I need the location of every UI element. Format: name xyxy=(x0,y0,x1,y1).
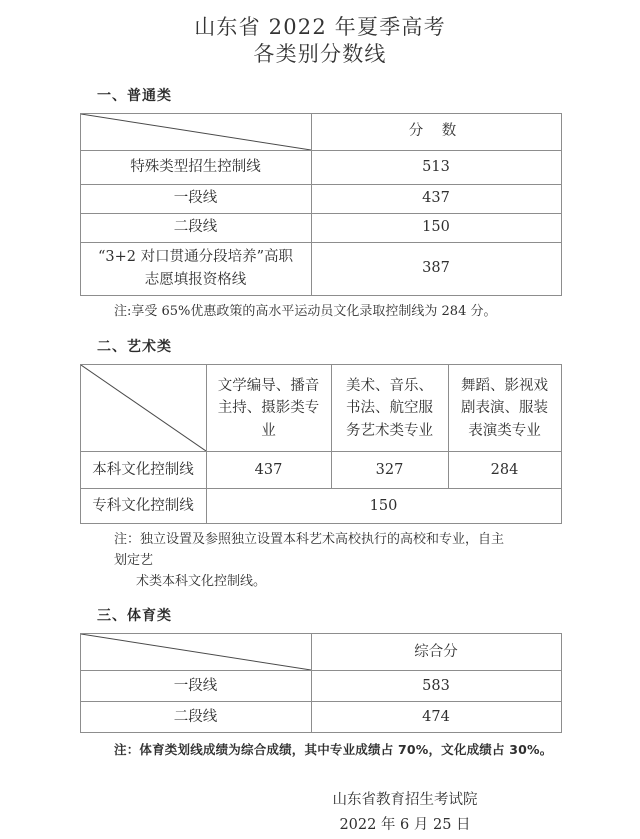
table-row xyxy=(80,452,561,489)
diagonal-slash-icon xyxy=(81,114,311,150)
footer-date: 2022 年 6 月 25 日 xyxy=(339,817,471,834)
row-value-junior-culture-line: 150 xyxy=(206,489,561,524)
footer-issuer: 山东省教育招生考试院 xyxy=(332,791,478,808)
col-head-1-line3: 业 xyxy=(261,422,276,439)
table-row xyxy=(80,213,561,242)
row-value-sports-tier-one: 583 xyxy=(311,670,561,701)
table-row-header xyxy=(80,113,561,150)
table-general xyxy=(80,113,562,296)
corner-diagonal-cell xyxy=(80,365,206,452)
note-arts-line1: 注：独立设置及参照独立设置本科艺术高校执行的高校和专业，自主划定艺 xyxy=(114,532,505,569)
table-row xyxy=(80,184,561,213)
row-label-sports-tier-one: 一段线 xyxy=(80,670,311,701)
col-head-3-line1: 舞蹈、影视戏 xyxy=(461,377,548,394)
section-heading-general: 一、普通类 xyxy=(97,87,172,104)
column-header-literature-media xyxy=(206,365,331,452)
table-row xyxy=(80,670,561,701)
row-label-3plus2-line1: “3+2 对口贯通分段培养”高职 xyxy=(97,249,294,266)
table-row xyxy=(80,242,561,295)
row-value-undergrad-dance: 284 xyxy=(448,452,561,489)
document-footer xyxy=(170,788,640,839)
row-value-undergrad-literature: 437 xyxy=(206,452,331,489)
row-label-junior-culture-line: 专科文化控制线 xyxy=(80,489,206,524)
column-header-dance-drama xyxy=(448,365,561,452)
col-head-1-line1: 文学编导、播音 xyxy=(217,377,320,394)
diagonal-slash-icon xyxy=(81,365,206,451)
row-label-undergrad-culture-line: 本科文化控制线 xyxy=(80,452,206,489)
row-label-tier-one: 一段线 xyxy=(80,184,311,213)
table-row xyxy=(80,150,561,184)
row-value-undergrad-fine-arts: 327 xyxy=(331,452,448,489)
title-line-1: 山东省 2022 年夏季高考 xyxy=(194,15,446,39)
col-head-2-line2: 书法、航空服 xyxy=(346,400,433,417)
diagonal-slash-icon xyxy=(81,634,311,670)
row-value-3plus2: 387 xyxy=(311,242,561,295)
column-header-fine-arts-music xyxy=(331,365,448,452)
col-head-2-line1: 美术、音乐、 xyxy=(346,377,433,394)
table-row-header xyxy=(80,633,561,670)
corner-diagonal-cell xyxy=(80,633,311,670)
note-arts xyxy=(114,530,514,592)
col-head-3-line3: 表演类专业 xyxy=(468,422,541,439)
table-general-wrapper xyxy=(80,113,561,296)
table-arts-wrapper xyxy=(80,364,561,524)
title-line-2: 各类别分数线 xyxy=(253,42,387,67)
note-arts-line2: 术类本科文化控制线。 xyxy=(136,573,267,589)
col-head-1-line2: 主持、摄影类专 xyxy=(217,400,320,417)
table-sports-wrapper xyxy=(80,633,561,733)
col-head-2-line3: 务艺术类专业 xyxy=(346,422,433,439)
table-arts xyxy=(80,364,562,524)
row-label-tier-two: 二段线 xyxy=(80,213,311,242)
row-label-3plus2-line2: 志愿填报资格线 xyxy=(144,271,247,288)
row-value-tier-one: 437 xyxy=(311,184,561,213)
row-label-sports-tier-two: 二段线 xyxy=(80,701,311,732)
table-row xyxy=(80,701,561,732)
row-value-special-admission: 513 xyxy=(311,150,561,184)
row-value-sports-tier-two: 474 xyxy=(311,701,561,732)
row-label-3plus2 xyxy=(80,242,311,295)
row-value-tier-two: 150 xyxy=(311,213,561,242)
column-header-score: 分 数 xyxy=(311,113,561,150)
table-row xyxy=(80,489,561,524)
note-general: 注:享受 65%优惠政策的高水平运动员文化录取控制线为 284 分。 xyxy=(114,303,497,319)
row-label-special-admission: 特殊类型招生控制线 xyxy=(80,150,311,184)
column-header-composite-score: 综合分 xyxy=(311,633,561,670)
section-heading-sports: 三、体育类 xyxy=(97,607,172,624)
table-row-header xyxy=(80,365,561,452)
corner-diagonal-cell xyxy=(80,113,311,150)
page-title xyxy=(0,0,640,69)
col-head-3-line2: 剧表演、服装 xyxy=(461,400,548,417)
note-sports: 注：体育类划线成绩为综合成绩，其中专业成绩占 70%，文化成绩占 30%。 xyxy=(114,741,553,757)
section-heading-arts: 二、艺术类 xyxy=(97,339,172,356)
table-sports xyxy=(80,633,562,733)
